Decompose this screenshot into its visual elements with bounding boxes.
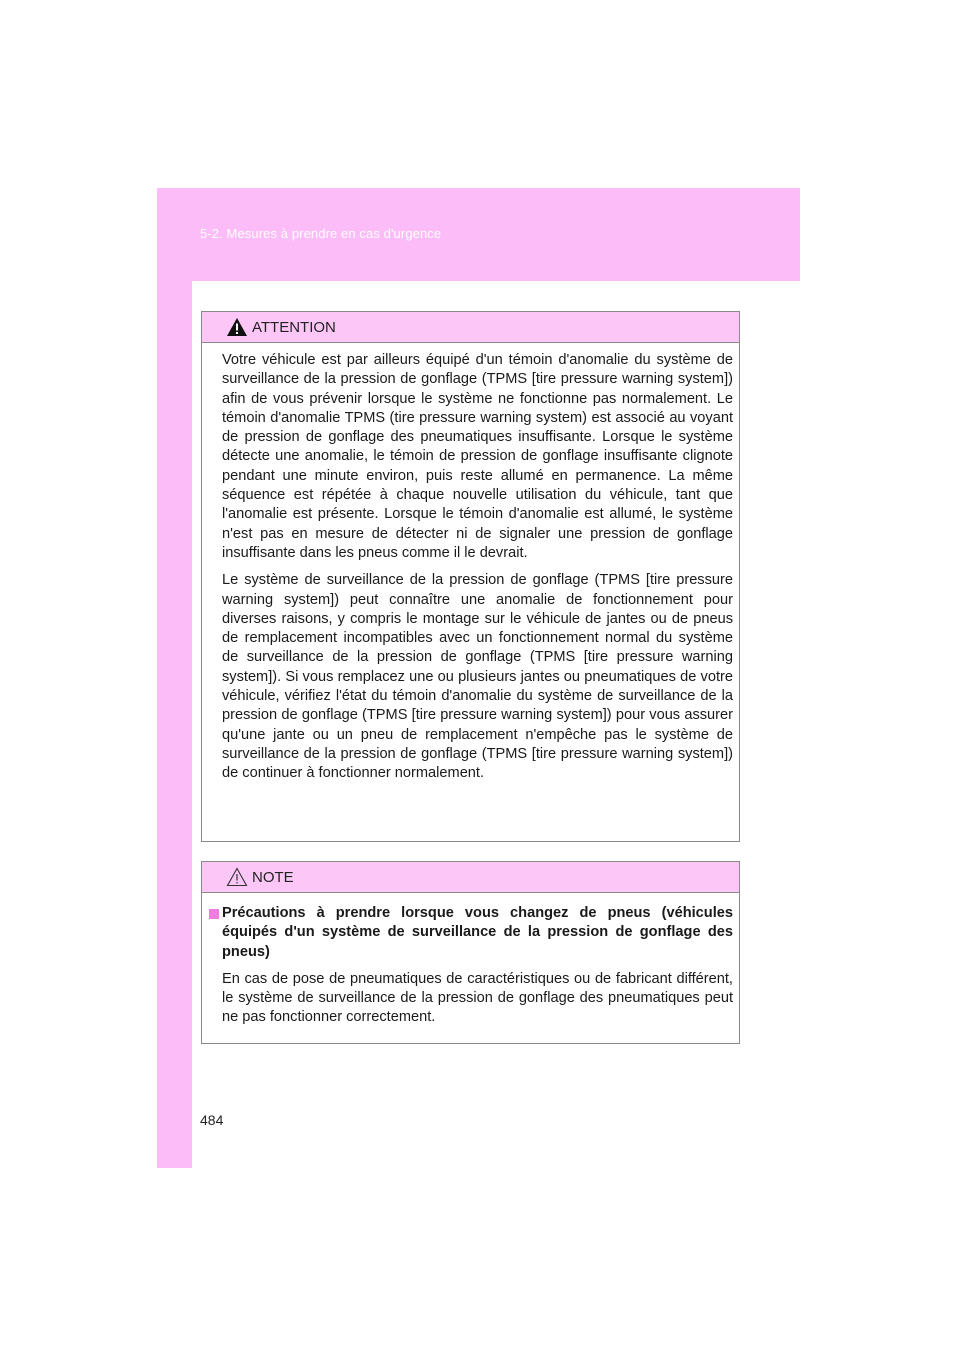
section-title: 5-2. Mesures à prendre en cas d'urgence bbox=[200, 226, 442, 241]
attention-header bbox=[202, 312, 739, 343]
attention-paragraph: Le système de surveillance de la pression de gonflage (TPMS [tire pressure warning system]) peut connaître une anomalie de fonctionnement pour diverses raisons, y compris le montage sur le véhicule de jantes ou de pneus de remplacement incompatibles avec un fonctionnement normal du système de surveillance de la pression de gonflage (TPMS [tire pressure warning system]). Si vous remplacez une ou plusieurs jantes ou pneumatiques de votre véhicule, vérifiez l'état du témoin d'anomalie du système de surveillance de la pression de gonflage (TPMS [tire pressure warning system]) pour vous assurer qu'une jante ou un pneu de remplacement n'empêche pas le système de surveillance de la pression de gonflage (TPMS [tire pressure warning system]) de continuer à fonctionner normalement. bbox=[222, 572, 733, 782]
note-title: NOTE bbox=[252, 869, 294, 886]
bullet-square-icon bbox=[209, 909, 219, 919]
note-header bbox=[202, 862, 739, 893]
note-heading bbox=[222, 904, 733, 962]
note-body bbox=[202, 893, 739, 1028]
attention-box bbox=[201, 311, 740, 842]
note-heading-text: Précautions à prendre lorsque vous changez de pneus (véhicules équipés d'un système de surveillance de la pression de gonflage des pneus) bbox=[222, 905, 733, 960]
note-paragraph: En cas de pose de pneumatiques de caractéristiques ou de fabricant différent, le système de surveillance de la pression de gonflage des pneumatiques peut ne pas fonctionner correctement. bbox=[222, 970, 733, 1026]
warning-icon bbox=[226, 317, 248, 337]
caution-outline-icon bbox=[226, 867, 248, 887]
page-number: 484 bbox=[200, 1112, 224, 1128]
attention-title: ATTENTION bbox=[252, 319, 336, 336]
note-box bbox=[201, 861, 740, 1044]
attention-paragraph: Votre véhicule est par ailleurs équipé d'un témoin d'anomalie du système de surveillance de la pression de gonflage (TPMS [tire pressure warning system]) afin de vous prévenir lorsque le système ne fonctionne pas normalement. Le témoin d'anomalie TPMS (tire pressure warning system) est associé au voyant de pression de gonflage des pneumatiques insuffisante. Lorsque le système détecte une anomalie, le témoin de pression de gonflage insuffisante clignote pendant une minute environ, puis reste allumé en permanence. La même séquence est répétée à chaque nouvelle utilisation du véhicule, tant que l'anomalie est présente. Lorsque le témoin d'anomalie est allumé, le système n'est pas en mesure de détecter ni de signaler une pression de gonflage insuffisante dans les pneus comme il le devrait. bbox=[222, 352, 733, 561]
attention-body bbox=[202, 343, 739, 784]
page-side-strip bbox=[157, 188, 192, 1168]
